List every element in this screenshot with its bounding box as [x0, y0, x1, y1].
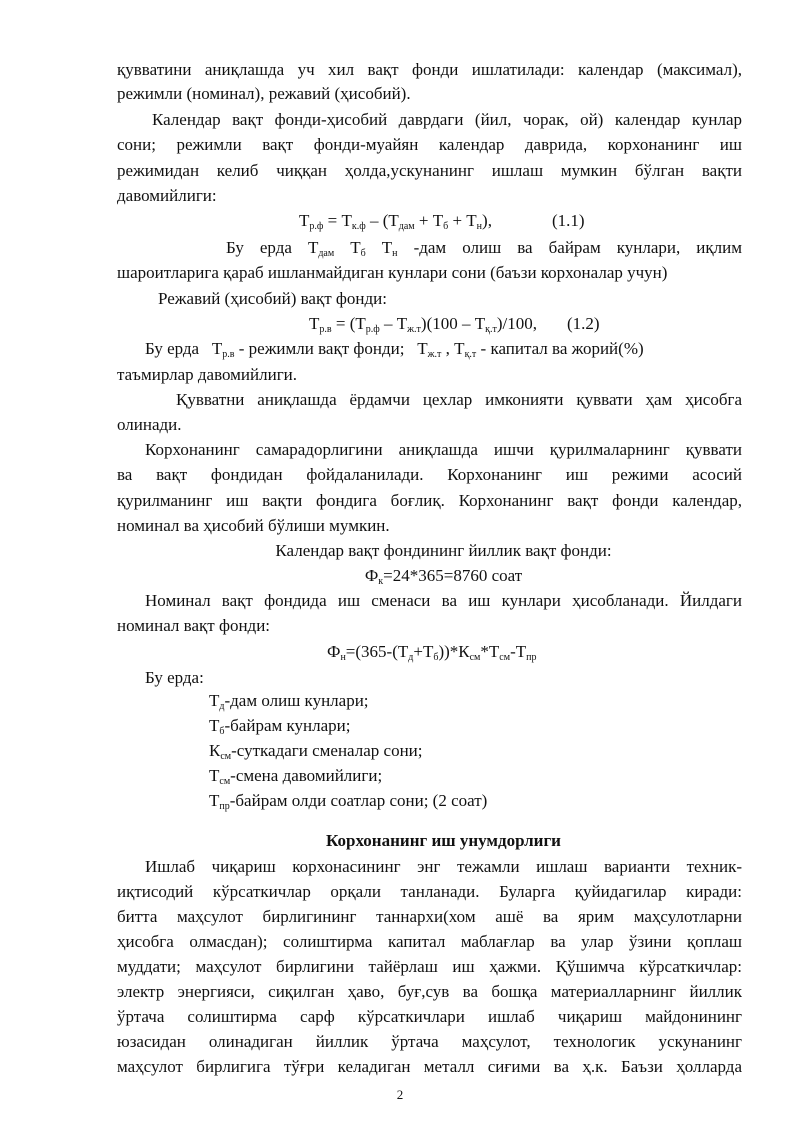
annual-formula: $Ф_к=24*365=8760$ соат — [364, 566, 523, 587]
nominal-formula: $Ф_н=(365-(Т_д+Т_б))*К_{см}*Т_{см}-Т_{пр}$ — [327, 642, 537, 663]
text-line: Номинал вақт фондида иш сменаси ва иш кунлари ҳисобланади. Йилдаги — [145, 591, 742, 610]
text-line: ўртача солиштирма сарф кўрсаткичлари ишлаб чиқариш майдонининг — [117, 1007, 742, 1026]
text-line: битта маҳсулот бирлигининг таннархи(хом ашё ва ярим маҳсулотларни — [117, 907, 742, 926]
text-line: номинал вақт фонди: — [117, 616, 271, 635]
text-line: электр энергияси, сиқилган ҳаво, буғ,сув ва бошқа материалларнинг йиллик — [117, 982, 742, 1001]
text-line: муддати; маҳсулот бирлигини тайёрлаш иш ҳажми. Қўшимча кўрсаткичлар: — [117, 957, 742, 976]
section-heading: Корхонанинг иш унумдорлиги — [326, 831, 561, 850]
text-line: режимидан келиб чиққан ҳолда,ускунанинг ишлаш мумкин бўлган вақти — [117, 161, 742, 180]
text-line: номинал ва ҳисобий бўлиши мумкин. — [117, 516, 390, 535]
definition-item: $Т_д$-дам олиш кунлари; — [209, 691, 369, 712]
definition-item: $Т_б$-байрам кунлари; — [209, 716, 351, 737]
formula-number: (1.2) — [567, 314, 600, 333]
formula-number: (1.1) — [552, 211, 585, 230]
text-line: юзасидан олинадиган йиллик ўртача маҳсулот, технологик ускунанинг — [117, 1032, 742, 1051]
text-line: сони; режимли вақт фонди-муайян календар даврида, корхонанинг иш — [117, 135, 742, 154]
text-line: иқтисодий кўрсаткичлар орқали танланади. Буларга қуйидагилар киради: — [117, 882, 742, 901]
annual-fund-title: Календар вақт фондининг йиллик вақт фонди: — [275, 541, 612, 560]
definition-item: $Т_{см}$-смена давомийлиги; — [209, 766, 383, 787]
text-line: ва вақт фондидан фойдаланилади. Корхонанинг иш режими асосий — [117, 465, 742, 484]
text-line: қувватини аниқлашда уч хил вақт фонди ишлатилади: календар (максимал), — [117, 60, 742, 79]
text-line: давомийлиги: — [117, 186, 217, 205]
text-line: Календар вақт фонди-ҳисобий даврдаги (йил, чорак, ой) календар кунлар — [152, 110, 742, 129]
text-line: ҳисобга олмасдан); солиштирма капитал маблағлар ва улар ўзини қоплаш — [117, 932, 742, 951]
text-line: Бу ерда: — [145, 668, 204, 687]
text-line: Режавий (ҳисобий) вақт фонди: — [158, 289, 387, 308]
text-line: Қувватни аниқлашда ёрдамчи цехлар имконияти қуввати ҳам ҳисобга — [176, 390, 742, 409]
page-number: 2 — [396, 1087, 404, 1102]
formula-1-2: $Т_{р.в} = (Т_{р.ф} - Т_{ж.т})(100 - Т_{қ.т})/100$, — [309, 314, 538, 335]
where-line: Бу ерда $Т_{дам}$ $Т_б$ $Т_н$ -дам олиш ва байрам кунлари, иқлим — [226, 238, 742, 259]
text-line: олинади. — [117, 415, 182, 434]
text-line: Корхонанинг самарадорлигини аниқлашда ишчи қурилмаларнинг қуввати — [145, 440, 742, 459]
text-line: таъмирлар давомийлиги. — [117, 365, 298, 384]
where-line: Бу ерда $Т_{р.в}$ - режимли вақт фонди; $Т_{ж.т}$ , $Т_{қ.т}$ - капитал ва жорий(%) — [145, 339, 644, 360]
text-line: режимли (номинал), режавий (ҳисобий). — [117, 84, 411, 103]
definition-item: $Т_{пр}$-байрам олди соатлар сони; (2 соат) — [209, 791, 488, 812]
text-line: Ишлаб чиқариш корхонасининг энг тежамли ишлаш варианти техник- — [145, 857, 742, 876]
formula-1-1: $Т_{р.ф} = Т_{к.ф} - (Т_{дам} + Т_б + Т_н)$, — [299, 211, 492, 232]
text-line: шароитларига қараб ишланмайдиган кунлари сони (баъзи корхоналар учун) — [117, 263, 668, 282]
text-line: қурилманинг иш вақти фондига боғлиқ. Корхонанинг вақт фонди календар, — [117, 491, 742, 510]
text-line: маҳсулот бирлигига тўғри келадиган металл сиғими ва ҳ.к. Баъзи ҳолларда — [117, 1057, 742, 1076]
definition-item: $К_{см}$-суткадаги сменалар сони; — [209, 741, 423, 762]
